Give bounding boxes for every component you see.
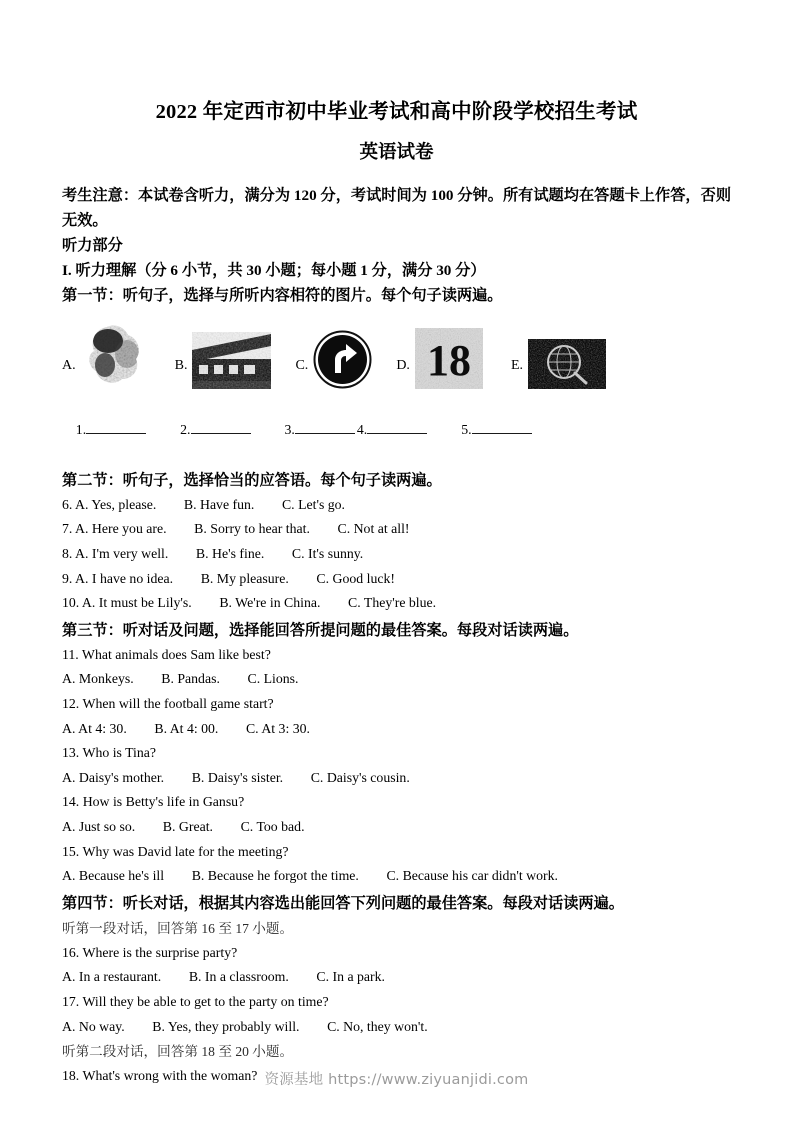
blank-number-3: 3. [284,421,295,437]
blank-number-1: 1. [75,421,87,437]
blank-line-3[interactable] [295,422,355,434]
svg-text:18: 18 [426,335,471,385]
picture-label-a: A. [62,357,76,373]
photo-turn-right-sign-icon [313,330,372,389]
question-13-options[interactable]: A. Daisy's mother. B. Daisy's sister. C. Daisy's cousin. [62,769,410,785]
dialogue-one-note: 听第一段对话，回答第 16 至 17 小题。 [62,920,294,936]
question-17-options[interactable]: A. No way. B. Yes, they probably will. C. No, they won't. [62,1018,428,1034]
dialogue-two-note: 听第二段对话，回答第 18 至 20 小题。 [62,1044,294,1060]
question-15-options[interactable]: A. Because he's ill B. Because he forgot the time. C. Because his car didn't work. [62,868,558,884]
picture-label-e: E. [510,357,523,373]
section-three-heading: 第三节：听对话及问题，选择能回答所提问题的最佳答案。每段对话读两遍。 [62,621,579,639]
listening-part-label: 听力部分 [62,236,123,254]
question-16-stem: 16. Where is the surprise party? [62,944,238,960]
blank-number-5: 5. [461,421,472,437]
picture-choice-c[interactable] [295,330,396,389]
question-11-options[interactable]: A. Monkeys. B. Pandas. C. Lions. [62,671,299,687]
question-15-stem: 15. Why was David late for the meeting? [62,843,289,859]
question-12-stem: 12. When will the football game start? [62,696,274,712]
section-one-heading: 第一节：听句子，选择与所听内容相符的图片。每个句子读两遍。 [62,286,503,304]
photo-library-building-icon [192,332,271,389]
answer-blanks-row [62,389,731,463]
question-13-stem: 13. Who is Tina? [62,745,157,761]
photo-number-18-icon [415,328,483,389]
exam-notice: 考生注意：本试卷含听力，满分为 120 分，考试时间为 100 分钟。所有试题均在答题卡上作答，否则无效。 [62,186,731,229]
question-17-stem: 17. Will they be able to get to the party on time? [62,993,329,1009]
picture-choice-a[interactable] [62,321,175,389]
blank-number-2: 2. [180,421,191,437]
question-11-stem: 11. What animals does Sam like best? [62,646,271,662]
photo-globe-dark-icon [528,339,606,389]
blank-line-1[interactable] [86,422,146,434]
picture-label-c: C. [295,357,309,373]
question-6[interactable]: 6. A. Yes, please. B. Have fun. C. Let's go. [62,496,346,512]
picture-choice-d[interactable] [396,328,511,389]
question-14-options[interactable]: A. Just so so. B. Great. C. Too bad. [62,819,305,835]
picture-choice-row [62,308,731,389]
photo-animal-icon [81,321,151,389]
blank-line-5[interactable] [472,422,532,434]
picture-label-b: B. [174,357,188,373]
picture-choice-e[interactable] [511,339,606,389]
picture-label-d: D. [396,357,410,373]
question-18-stem: 18. What's wrong with the woman? [62,1068,258,1084]
question-7[interactable]: 7. A. Here you are. B. Sorry to hear that. C. Not at all! [62,521,410,537]
blank-number-4: 4. [356,421,368,437]
question-14-stem: 14. How is Betty's life in Gansu? [62,794,245,810]
footer-watermark: 资源基地 https://www.ziyuanjidi.com [264,1072,529,1088]
question-9[interactable]: 9. A. I have no idea. B. My pleasure. C. Good luck! [62,570,395,586]
question-8[interactable]: 8. A. I'm very well. B. He's fine. C. It's sunny. [62,546,364,562]
section-heading-listening-comprehension: I. 听力理解（分 6 小节，共 30 小题；每小题 1 分，满分 30 分） [62,261,486,279]
blank-line-2[interactable] [191,422,251,434]
question-16-options[interactable]: A. In a restaurant. B. In a classroom. C. In a park. [62,969,385,985]
blank-line-4[interactable] [367,422,427,434]
page-subtitle: 英语试卷 [359,142,434,163]
picture-choice-b[interactable] [175,332,296,389]
question-12-options[interactable]: A. At 4: 30. B. At 4: 00. C. At 3: 30. [62,720,310,736]
section-four-heading: 第四节：听长对话，根据其内容选出能回答下列问题的最佳答案。每段对话读两遍。 [62,894,624,912]
page-title: 2022 年定西市初中毕业考试和高中阶段学校招生考试 [155,101,638,123]
question-10[interactable]: 10. A. It must be Lily's. B. We're in China. C. They're blue. [62,595,437,611]
section-two-heading: 第二节：听句子，选择恰当的应答语。每个句子读两遍。 [62,471,442,489]
